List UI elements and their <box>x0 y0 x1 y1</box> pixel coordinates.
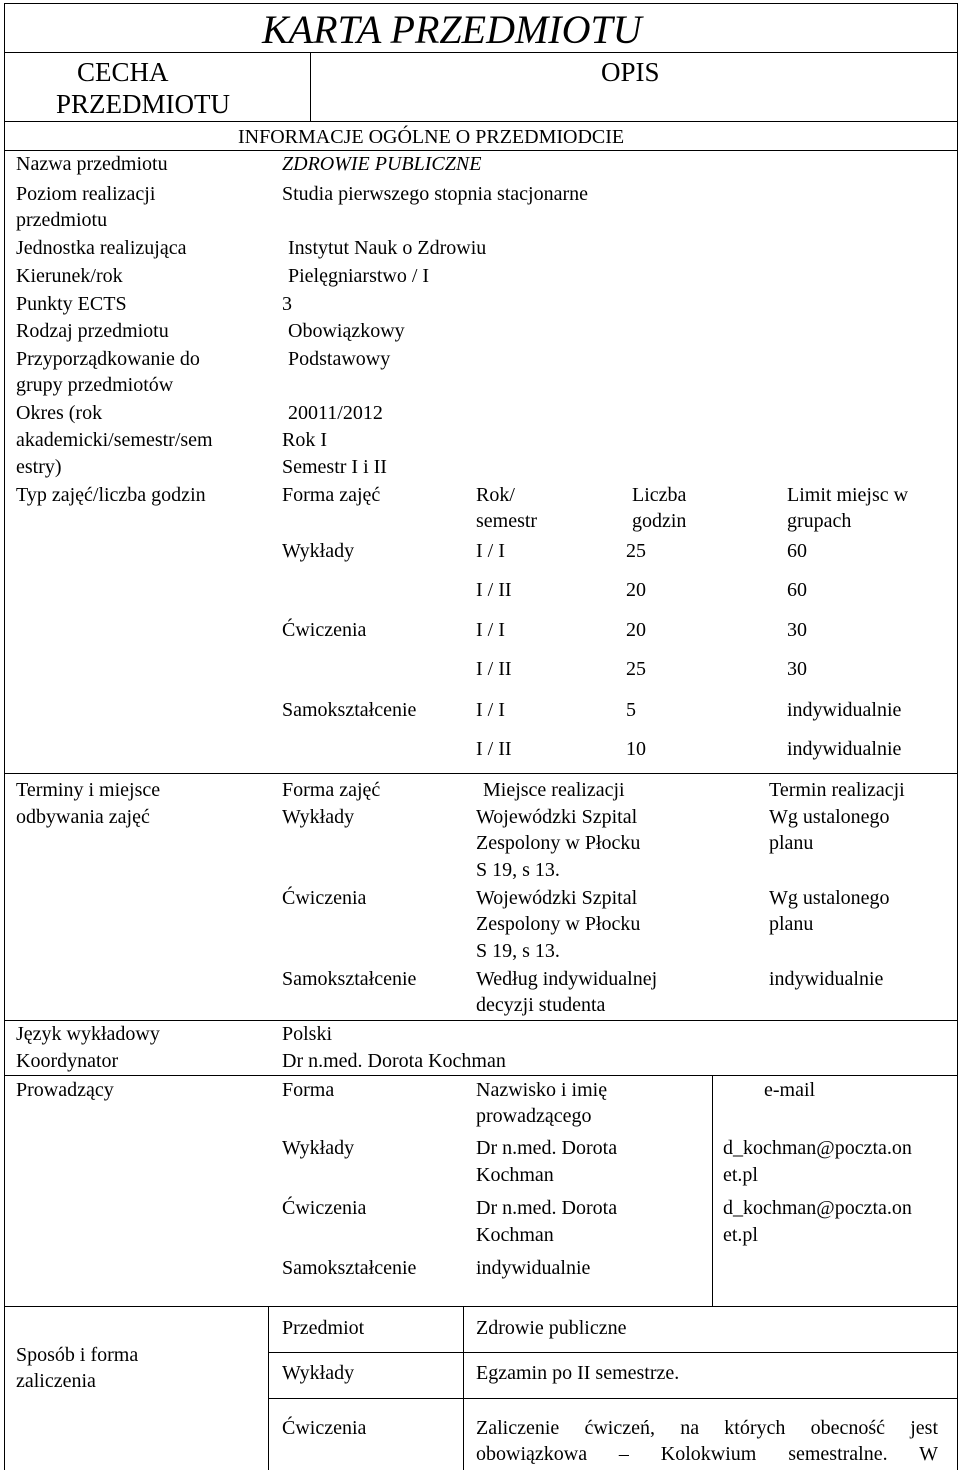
terminy-header-miejsce: Miejsce realizacji <box>483 779 625 801</box>
typ-forma: Samokształcenie <box>282 699 417 721</box>
prowadzacy-forma: Samokształcenie <box>282 1257 417 1279</box>
prowadzacy-email-line[interactable]: et.pl <box>723 1164 758 1186</box>
value-okres-1: 20011/2012 <box>288 402 383 424</box>
label-kierunek: Kierunek/rok <box>16 265 123 287</box>
prowadzacy-nazwisko-line: Kochman <box>476 1224 554 1246</box>
terminy-termin-line: planu <box>769 832 814 854</box>
typ-rok: I / II <box>476 579 512 601</box>
section-line-terminy <box>4 773 958 774</box>
typ-header-liczba-1: Liczba <box>632 484 687 506</box>
frame-left <box>4 3 5 1470</box>
terminy-forma: Ćwiczenia <box>282 887 367 909</box>
value-nazwa: ZDROWIE PUBLICZNE <box>282 153 482 175</box>
sposob-line-1 <box>268 1352 958 1353</box>
document-title: KARTA PRZEDMIOTU <box>262 7 642 52</box>
typ-rok: I / II <box>476 658 512 680</box>
label-okres-3: estry) <box>16 456 62 478</box>
typ-godzin: 25 <box>626 658 646 680</box>
prowadzacy-nazwisko-line: Dr n.med. Dorota <box>476 1197 618 1219</box>
label-terminy-1: Terminy i miejsce <box>16 779 161 801</box>
terminy-miejsce-line: Według indywidualnej <box>476 968 658 990</box>
label-przyporzadkowanie-1: Przyporządkowanie do <box>16 348 200 370</box>
title-divider <box>4 52 958 53</box>
header-bottom-line <box>4 121 958 122</box>
label-terminy-2: odbywania zajęć <box>16 806 150 828</box>
label-poziom-2: przedmiotu <box>16 209 108 231</box>
typ-header-forma: Forma zajęć <box>282 484 381 506</box>
sposob-text-line: obowiązkowa – Kolokwium semestralne. W <box>476 1443 938 1465</box>
typ-godzin: 5 <box>626 699 636 721</box>
typ-limit: 60 <box>787 579 807 601</box>
section-title-general: INFORMACJE OGÓLNE O PRZEDMIODCIE <box>238 126 625 148</box>
typ-limit: 60 <box>787 540 807 562</box>
frame-top <box>4 3 958 4</box>
label-typ: Typ zajęć/liczba godzin <box>16 484 206 506</box>
typ-godzin: 10 <box>626 738 646 760</box>
sposob-col-line <box>268 1306 269 1470</box>
terminy-miejsce-line: Wojewódzki Szpital <box>476 806 638 828</box>
label-rodzaj: Rodzaj przedmiotu <box>16 320 169 342</box>
value-rodzaj: Obowiązkowy <box>288 320 405 342</box>
label-okres-1: Okres (rok <box>16 402 103 424</box>
prowadzacy-header-nazwisko-1: Nazwisko i imię <box>476 1079 608 1101</box>
value-poziom: Studia pierwszego stopnia stacjonarne <box>282 183 589 205</box>
prowadzacy-email-line[interactable]: d_kochman@poczta.on <box>723 1197 912 1219</box>
value-jezyk: Polski <box>282 1023 333 1045</box>
label-okres-2: akademicki/semestr/sem <box>16 429 213 451</box>
value-jednostka: Instytut Nauk o Zdrowiu <box>288 237 487 259</box>
label-przyporzadkowanie-2: grupy przedmiotów <box>16 374 174 396</box>
sposob-text-line: Zaliczenie ćwiczeń, na których obecność jest <box>476 1417 938 1439</box>
prowadzacy-nazwisko-line: Kochman <box>476 1164 554 1186</box>
sposob-header-zdrowie: Zdrowie publiczne <box>476 1317 627 1339</box>
terminy-miejsce-line: S 19, s 13. <box>476 859 560 881</box>
label-koordynator: Koordynator <box>16 1050 119 1072</box>
terminy-forma: Samokształcenie <box>282 968 417 990</box>
typ-header-liczba-2: godzin <box>632 510 687 532</box>
section-line-prowadzacy <box>4 1075 958 1076</box>
value-okres-3: Semestr I i II <box>282 456 387 478</box>
prowadzacy-header-email: e-mail <box>764 1079 816 1101</box>
prowadzacy-nazwisko-line: Dr n.med. Dorota <box>476 1137 618 1159</box>
prowadzacy-email-line[interactable]: d_kochman@poczta.on <box>723 1137 912 1159</box>
value-okres-2: Rok I <box>282 429 327 451</box>
terminy-termin-line: indywidualnie <box>769 968 884 990</box>
header-divider <box>310 52 311 122</box>
sposob-text-line: Egzamin po II semestrze. <box>476 1362 680 1384</box>
terminy-termin-line: Wg ustalonego <box>769 806 890 828</box>
typ-header-limit-1: Limit miejsc w <box>787 484 909 506</box>
header-cecha: CECHA <box>77 57 169 87</box>
prowadzacy-header-nazwisko-2: prowadzącego <box>476 1105 592 1127</box>
prowadzacy-nazwisko-line: indywidualnie <box>476 1257 591 1279</box>
sposob-forma: Ćwiczenia <box>282 1417 367 1439</box>
terminy-termin-line: planu <box>769 913 814 935</box>
header-opis: OPIS <box>601 57 660 87</box>
terminy-miejsce-line: Zespolony w Płocku <box>476 913 641 935</box>
typ-godzin: 20 <box>626 619 646 641</box>
typ-header-rok-2: semestr <box>476 510 538 532</box>
terminy-termin-line: Wg ustalonego <box>769 887 890 909</box>
terminy-miejsce-line: Zespolony w Płocku <box>476 832 641 854</box>
label-sposob-2: zaliczenia <box>16 1370 96 1392</box>
prowadzacy-col-line <box>712 1076 713 1306</box>
section-line-sposob <box>4 1306 958 1307</box>
label-sposob-1: Sposób i forma <box>16 1344 139 1366</box>
header-przedmiotu: PRZEDMIOTU <box>56 89 230 119</box>
label-jednostka: Jednostka realizująca <box>16 237 187 259</box>
typ-rok: I / I <box>476 699 505 721</box>
typ-godzin: 25 <box>626 540 646 562</box>
value-ects: 3 <box>282 293 292 315</box>
typ-rok: I / II <box>476 738 512 760</box>
label-ects: Punkty ECTS <box>16 293 127 315</box>
prowadzacy-email-line[interactable]: et.pl <box>723 1224 758 1246</box>
label-jezyk: Język wykładowy <box>16 1023 160 1045</box>
prowadzacy-forma: Ćwiczenia <box>282 1197 367 1219</box>
typ-header-limit-2: grupach <box>787 510 852 532</box>
terminy-miejsce-line: decyzji studenta <box>476 994 606 1016</box>
terminy-miejsce-line: S 19, s 13. <box>476 940 560 962</box>
typ-limit: indywidualnie <box>787 699 902 721</box>
value-koordynator: Dr n.med. Dorota Kochman <box>282 1050 506 1072</box>
typ-rok: I / I <box>476 619 505 641</box>
typ-godzin: 20 <box>626 579 646 601</box>
label-nazwa: Nazwa przedmiotu <box>16 153 168 175</box>
terminy-forma: Wykłady <box>282 806 355 828</box>
label-poziom-1: Poziom realizacji <box>16 183 156 205</box>
prowadzacy-forma: Wykłady <box>282 1137 355 1159</box>
sposob-col-line-2 <box>463 1306 464 1470</box>
sposob-forma: Wykłady <box>282 1362 355 1384</box>
frame-right <box>957 3 958 1470</box>
typ-rok: I / I <box>476 540 505 562</box>
label-prowadzacy: Prowadzący <box>16 1079 114 1101</box>
prowadzacy-header-forma: Forma <box>282 1079 335 1101</box>
terminy-header-forma: Forma zajęć <box>282 779 381 801</box>
sposob-header-przedmiot: Przedmiot <box>282 1317 365 1339</box>
typ-limit: 30 <box>787 658 807 680</box>
terminy-miejsce-line: Wojewódzki Szpital <box>476 887 638 909</box>
typ-header-rok-1: Rok/ <box>476 484 515 506</box>
typ-forma: Ćwiczenia <box>282 619 367 641</box>
typ-limit: 30 <box>787 619 807 641</box>
typ-limit: indywidualnie <box>787 738 902 760</box>
terminy-header-termin: Termin realizacji <box>769 779 905 801</box>
value-przyporzadkowanie: Podstawowy <box>288 348 391 370</box>
sposob-line-2 <box>268 1398 958 1399</box>
value-kierunek: Pielęgniarstwo / I <box>288 265 430 287</box>
typ-forma: Wykłady <box>282 540 355 562</box>
